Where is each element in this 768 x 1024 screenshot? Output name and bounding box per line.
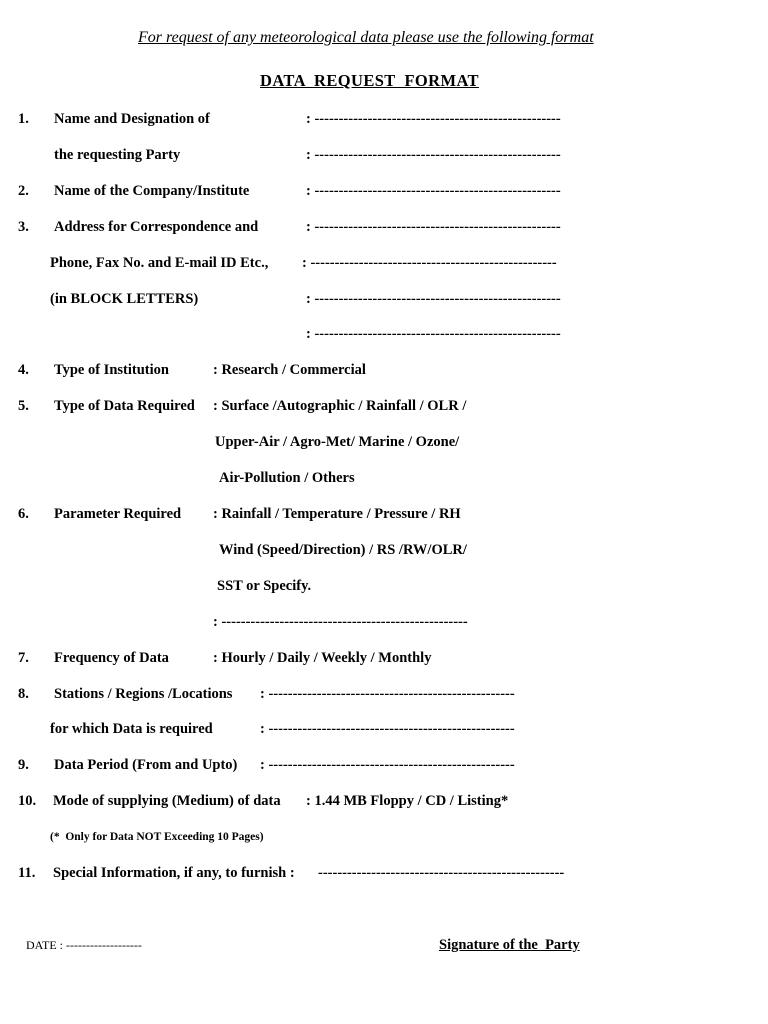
- item-6-options-line-3[interactable]: SST or Specify.: [217, 578, 312, 594]
- form-intro: For request of any meteorological data please use the following format: [138, 29, 594, 46]
- item-8-label-line-2: for which Data is required: [50, 721, 213, 737]
- item-6-fill-line[interactable]: : ---------------------------------------------------: [213, 614, 468, 630]
- item-10-options[interactable]: : 1.44 MB Floppy / CD / Listing*: [306, 793, 509, 809]
- item-1-label-line-2: the requesting Party: [54, 147, 181, 163]
- item-1-label-line-1: Name and Designation of: [54, 111, 210, 127]
- item-6-options-line-2[interactable]: Wind (Speed/Direction) / RS /RW/OLR/: [219, 542, 467, 558]
- item-number-2: 2.: [18, 183, 29, 199]
- item-5-options-line-3[interactable]: Air-Pollution / Others: [219, 470, 355, 486]
- item-number-6: 6.: [18, 506, 29, 522]
- item-4-options[interactable]: : Research / Commercial: [213, 362, 366, 378]
- item-8-fill-line-2[interactable]: : ---------------------------------------------------: [260, 721, 515, 737]
- item-number-5: 5.: [18, 398, 29, 414]
- date-field[interactable]: DATE : -------------------: [26, 938, 142, 952]
- item-11-fill-line[interactable]: ---------------------------------------------------: [318, 865, 565, 881]
- item-3-label-line-1: Address for Correspondence and: [54, 219, 259, 235]
- item-2-fill-line[interactable]: : ---------------------------------------------------: [306, 183, 561, 199]
- item-5-label: Type of Data Required: [54, 398, 195, 414]
- item-number-9: 9.: [18, 757, 29, 773]
- item-3-fill-line-1[interactable]: : ---------------------------------------------------: [306, 219, 561, 235]
- item-3-fill-line-2[interactable]: : ---------------------------------------------------: [302, 255, 557, 271]
- item-3-fill-line-3[interactable]: : ---------------------------------------------------: [306, 291, 561, 307]
- item-1-fill-line-2[interactable]: : ---------------------------------------------------: [306, 147, 561, 163]
- item-5-options-line-2[interactable]: Upper-Air / Agro-Met/ Marine / Ozone/: [215, 434, 460, 450]
- item-number-7: 7.: [18, 650, 29, 666]
- item-10-footnote: (* Only for Data NOT Exceeding 10 Pages): [50, 831, 264, 843]
- item-10-label: Mode of supplying (Medium) of data: [53, 793, 281, 809]
- item-5-options-line-1[interactable]: : Surface /Autographic / Rainfall / OLR /: [213, 398, 467, 414]
- item-3-label-line-2: Phone, Fax No. and E-mail ID Etc.,: [50, 255, 269, 271]
- item-6-label: Parameter Required: [54, 506, 182, 522]
- item-7-options[interactable]: : Hourly / Daily / Weekly / Monthly: [213, 650, 432, 666]
- item-4-label: Type of Institution: [54, 362, 169, 378]
- item-3-fill-line-4[interactable]: : ---------------------------------------------------: [306, 326, 561, 342]
- item-11-label: Special Information, if any, to furnish :: [53, 865, 295, 881]
- item-2-label: Name of the Company/Institute: [54, 183, 250, 199]
- item-7-label: Frequency of Data: [54, 650, 169, 666]
- item-number-3: 3.: [18, 219, 29, 235]
- item-1-fill-line-1[interactable]: : ---------------------------------------------------: [306, 111, 561, 127]
- item-number-11: 11.: [18, 865, 36, 881]
- item-6-options-line-1[interactable]: : Rainfall / Temperature / Pressure / RH: [213, 506, 461, 522]
- item-8-fill-line-1[interactable]: : ---------------------------------------------------: [260, 686, 515, 702]
- signature-label: Signature of the Party: [439, 937, 580, 953]
- item-8-label-line-1: Stations / Regions /Locations: [54, 686, 233, 702]
- form-title: DATA REQUEST FORMAT: [260, 71, 479, 90]
- item-number-4: 4.: [18, 362, 29, 378]
- item-9-label: Data Period (From and Upto): [54, 757, 238, 773]
- item-number-8: 8.: [18, 686, 29, 702]
- item-number-1: 1.: [18, 111, 29, 127]
- item-9-fill-line[interactable]: : ---------------------------------------------------: [260, 757, 515, 773]
- item-3-label-line-3: (in BLOCK LETTERS): [50, 291, 199, 307]
- item-number-10: 10.: [18, 793, 37, 809]
